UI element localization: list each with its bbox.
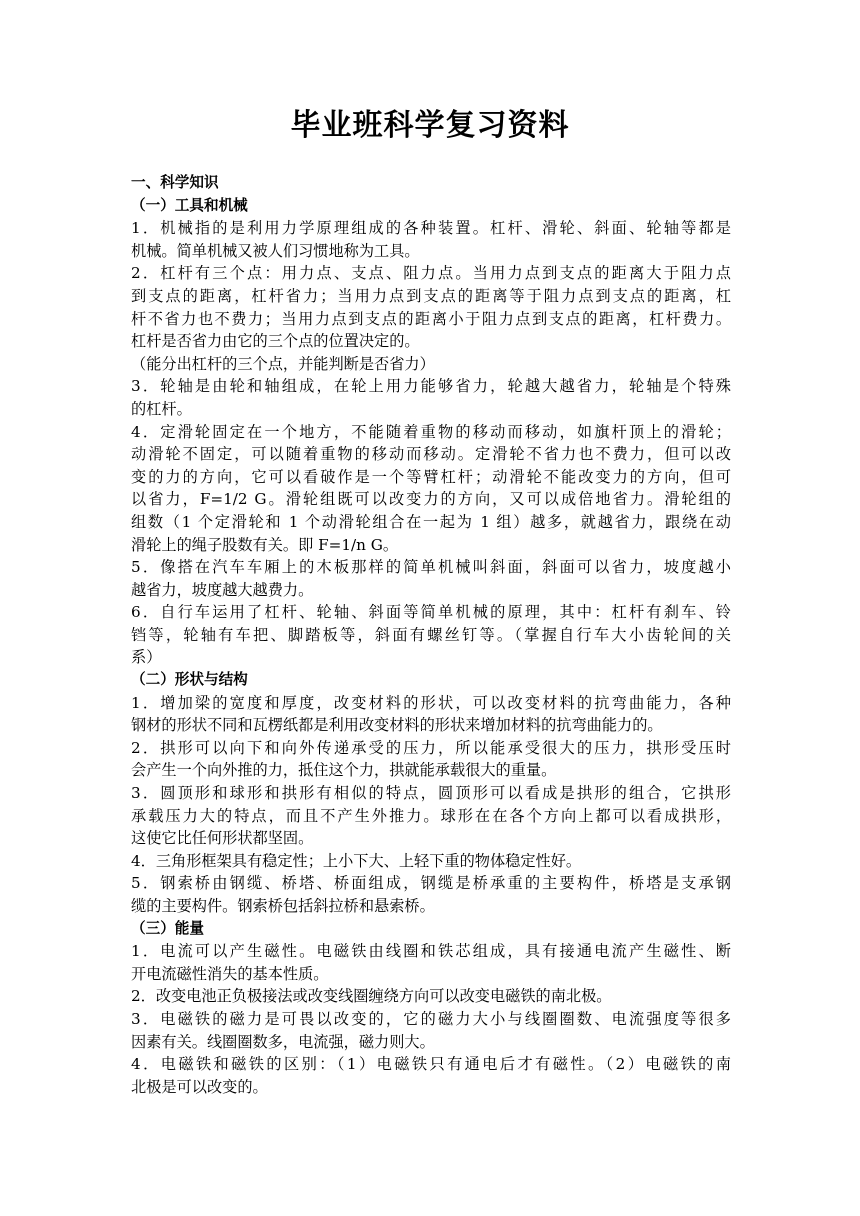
paragraph <box>131 262 731 352</box>
paragraph <box>131 985 731 1008</box>
paragraph <box>131 421 731 557</box>
paragraph <box>131 375 731 420</box>
paragraph-line: 组数（1 个定滑轮和 1 个动滑轮组合在一起为 1 组）越多，就越省力，跟绕在动 <box>131 512 731 531</box>
paragraph-line: 3．圆顶形和球形和拱形有相似的特点，圆顶形可以看成是拱形的组合，它拱形 <box>131 784 731 803</box>
paragraph-line: 会产生一个向外推的力，抵住这个力，拱就能承载很大的重量。 <box>131 761 557 780</box>
paragraph-line: 3．轮轴是由轮和轴组成，在轮上用力能够省力，轮越大越省力，轮轴是个特殊 <box>131 377 731 396</box>
paragraph-line: 因素有关。线圈圈数多，电流强，磁力则大。 <box>131 1032 435 1051</box>
paragraph <box>131 940 731 985</box>
paragraph-line: 3．电磁铁的磁力是可畏以改变的，它的磁力大小与线圈圈数、电流强度等很多 <box>131 1009 731 1028</box>
paragraph-line: 钢材的形状不同和瓦楞纸都是利用改变材料的形状来增加材料的抗弯曲能力的。 <box>131 716 663 735</box>
paragraph <box>131 782 731 850</box>
paragraph <box>131 737 731 782</box>
paragraph <box>131 601 731 669</box>
paragraph <box>131 872 731 917</box>
subsection-heading-tools-machines: （一）工具和机械 <box>131 196 248 214</box>
paragraph-line: 4．三角形框架具有稳定性；上小下大、上轻下重的物体稳定性好。 <box>131 851 582 870</box>
paragraph <box>131 1053 731 1098</box>
paragraph-line: 1．增加梁的宽度和厚度，改变材料的形状，可以改变材料的抗弯曲能力，各种 <box>131 693 731 712</box>
paragraph-line: 承载压力大的特点，而且不产生外推力。球形在在各个方向上都可以看成拱形， <box>131 806 731 825</box>
paragraph-line: 5．钢索桥由钢缆、桥塔、桥面组成，钢缆是桥承重的主要构件，桥塔是支承钢 <box>131 874 731 893</box>
paragraph-line: 5．像搭在汽车车厢上的木板那样的简单机械叫斜面，斜面可以省力，坡度越小 <box>131 558 731 577</box>
subsection-tools-machines-body <box>131 217 731 669</box>
paragraph-line: 的杠杆。 <box>131 399 192 418</box>
paragraph-line: 开电流磁性消失的基本性质。 <box>131 964 329 983</box>
paragraph-line: 2．改变电池正负极接法或改变线圈缠绕方向可以改变电磁铁的南北极。 <box>131 987 612 1006</box>
paragraph-line: 1．电流可以产生磁性。电磁铁由线圈和铁芯组成，具有接通电流产生磁性、断 <box>131 942 731 961</box>
paragraph-line: 杆不省力也不费力；当用力点到支点的距离小于阻力点到支点的距离，杠杆费力。 <box>131 309 731 328</box>
paragraph-line: 动滑轮不固定，可以随着重物的移动而移动。定滑轮不省力也不费力，但可以改 <box>131 445 731 464</box>
paragraph-line: 越省力，坡度越大越费力。 <box>131 580 314 599</box>
paragraph-line: 1．机械指的是利用力学原理组成的各种装置。杠杆、滑轮、斜面、轮轴等都是 <box>131 219 731 238</box>
paragraph <box>131 850 731 873</box>
paragraph <box>131 217 731 262</box>
paragraph-line: 机械。简单机械又被人们习惯地称为工具。 <box>131 241 420 260</box>
paragraph-line: 6．自行车运用了杠杆、轮轴、斜面等简单机械的原理，其中：杠杆有刹车、铃 <box>131 603 731 622</box>
paragraph-line: 北极是可以改变的。 <box>131 1077 268 1096</box>
paragraph <box>131 353 731 376</box>
paragraph <box>131 1008 731 1053</box>
paragraph-line: 缆的主要构件。钢索桥包括斜拉桥和悬索桥。 <box>131 897 435 915</box>
paragraph-line: 2．拱形可以向下和向外传递承受的压力，所以能承受很大的压力，拱形受压时 <box>131 738 731 757</box>
paragraph-line: 以省力，F=1/2 G。滑轮组既可以改变力的方向，又可以成倍地省力。滑轮组的 <box>131 490 731 509</box>
paragraph-line: 铛等，轮轴有车把、脚踏板等，斜面有螺丝钉等。（掌握自行车大小齿轮间的关 <box>131 625 731 644</box>
document-body <box>131 172 731 1098</box>
subsection-shape-structure-body <box>131 692 731 918</box>
paragraph <box>131 556 731 601</box>
subsection-heading-shape-structure: （二）形状与结构 <box>131 671 248 689</box>
paragraph-line: 4．定滑轮固定在一个地方，不能随着重物的移动而移动，如旗杆顶上的滑轮； <box>131 422 731 441</box>
paragraph-line: 变的力的方向，它可以看破作是一个等臂杠杆；动滑轮不能改变力的方向，但可 <box>131 467 731 486</box>
paragraph-line: 4．电磁铁和磁铁的区别：（1）电磁铁只有通电后才有磁性。（2）电磁铁的南 <box>131 1055 731 1074</box>
paragraph <box>131 692 731 737</box>
paragraph-line: 这使它比任何形状都坚固。 <box>131 829 314 848</box>
paragraph-line: （能分出杠杆的三个点，并能判断是否省力） <box>131 354 435 373</box>
subsection-heading-energy: （三）能量 <box>131 919 204 937</box>
paragraph-line: 滑轮上的绳子股数有关。即 F=1/n G。 <box>131 535 399 554</box>
subsection-energy-body <box>131 940 731 1098</box>
paragraph-line: 系） <box>131 648 162 667</box>
paragraph-line: 到支点的距离，杠杆省力；当用力点到支点的距离等于阻力点到支点的距离，杠 <box>131 286 731 305</box>
paragraph-line: 2．杠杆有三个点：用力点、支点、阻力点。当用力点到支点的距离大于阻力点 <box>131 264 731 283</box>
document-title: 毕业班科学复习资料 <box>290 108 570 143</box>
section-heading-science-knowledge: 一、科学知识 <box>131 174 219 191</box>
paragraph-line: 杠杆是否省力由它的三个点的位置决定的。 <box>131 332 420 351</box>
